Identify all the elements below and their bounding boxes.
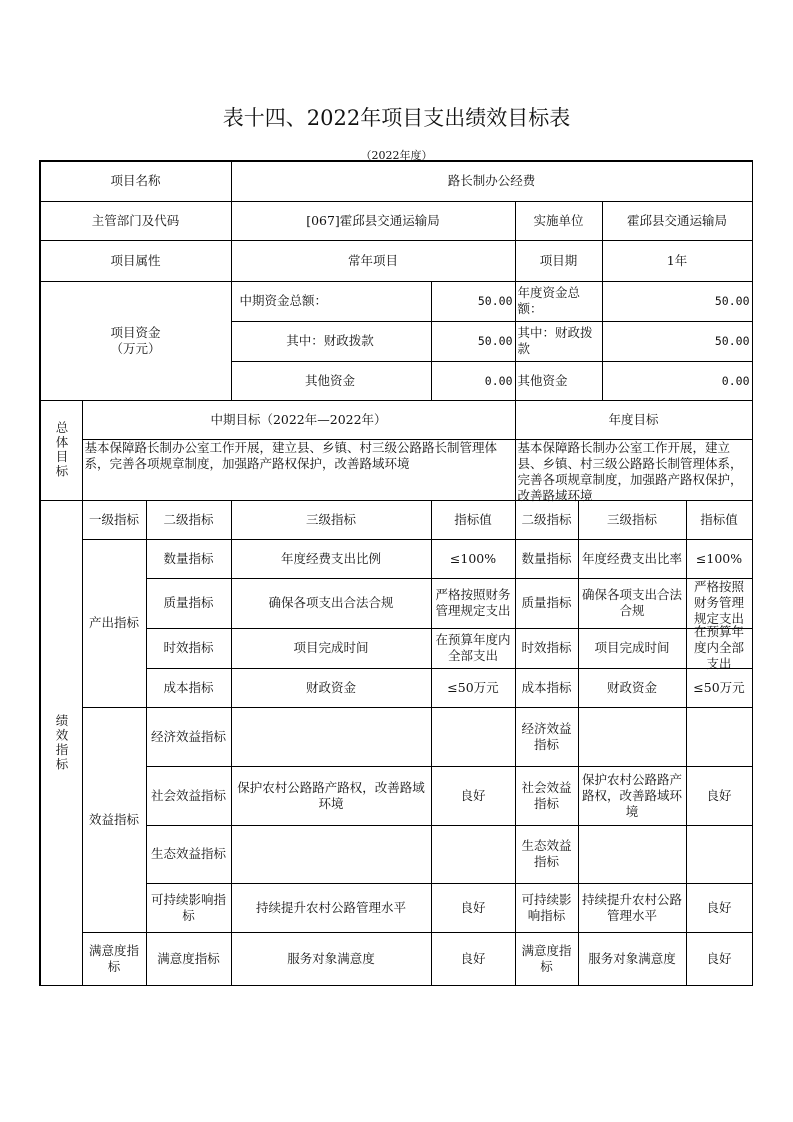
cell-text: 实施单位 bbox=[533, 212, 584, 228]
cell-text: 路长制办公经费 bbox=[447, 173, 536, 188]
cell-text: 生态效益指标 bbox=[521, 838, 572, 869]
indicator-cell bbox=[231, 668, 432, 708]
cell-text: 三级指标 bbox=[606, 511, 657, 527]
cell-text: 项目完成时间 bbox=[594, 640, 670, 655]
name-label bbox=[40, 161, 232, 202]
cell-text: 三级指标 bbox=[305, 511, 356, 527]
indicator-cell bbox=[431, 668, 516, 708]
cell-text: 良好 bbox=[706, 950, 732, 966]
indicator-cell bbox=[231, 932, 432, 986]
indicator-cell bbox=[231, 578, 432, 629]
group-benefit bbox=[82, 707, 147, 933]
indicator-cell bbox=[578, 668, 687, 708]
indicator-cell bbox=[686, 539, 753, 579]
cell-text: 项目资金 （万元） bbox=[110, 324, 161, 356]
indicator-cell bbox=[578, 539, 687, 579]
cell-text: 时效指标 bbox=[163, 640, 214, 655]
indicator-cell bbox=[578, 932, 687, 986]
indicator-cell bbox=[231, 628, 432, 669]
funds-year-total bbox=[602, 281, 753, 322]
cell-text: 项目完成时间 bbox=[293, 640, 369, 655]
year-goal-text bbox=[515, 439, 753, 501]
cell-text: 经济效益指标 bbox=[521, 720, 572, 752]
cell-text: 在预算年度内全部支出 bbox=[435, 632, 511, 663]
cell-text: 其中：财政拨款 bbox=[286, 333, 374, 348]
header-level1 bbox=[82, 500, 147, 540]
indicator-cell bbox=[578, 825, 687, 884]
cell-text: 服务对象满意度 bbox=[588, 950, 676, 966]
funds-year-fiscal-label bbox=[515, 321, 603, 362]
cell-text: 社会效益指标 bbox=[521, 779, 572, 811]
cell-text: 在预算年度内全部支出 bbox=[693, 624, 744, 671]
indicator-cell bbox=[146, 932, 232, 986]
cell-text: 良好 bbox=[460, 787, 486, 803]
cell-text: 总体目标 bbox=[54, 421, 69, 479]
indicator-cell bbox=[146, 825, 232, 884]
indicator-cell bbox=[146, 578, 232, 629]
cell-text: 常年项目 bbox=[347, 252, 398, 268]
cell-text: 其他资金 bbox=[304, 372, 355, 388]
cell-text: 二级指标 bbox=[521, 511, 572, 527]
indicator-cell bbox=[431, 883, 516, 933]
indicator-cell bbox=[431, 766, 516, 826]
cell-text: 中期目标（2022年—2022年） bbox=[210, 411, 387, 427]
indicator-cell bbox=[686, 932, 753, 986]
funds-year-other-label bbox=[515, 361, 603, 401]
cell-text: 50.00 bbox=[714, 334, 750, 348]
indicator-cell bbox=[231, 883, 432, 933]
cell-text: 质量指标 bbox=[521, 595, 572, 610]
cell-text: 成本指标 bbox=[163, 679, 214, 695]
indicator-cell bbox=[686, 883, 753, 933]
header-cell bbox=[231, 500, 432, 540]
cell-text: [067]霍邱县交通运输局 bbox=[306, 212, 440, 228]
indicator-cell bbox=[515, 578, 579, 629]
cell-text: 1年 bbox=[666, 252, 688, 268]
cell-text: 生态效益指标 bbox=[150, 846, 226, 861]
cell-text: 满意度指标 bbox=[157, 950, 220, 966]
funds-mid-total-label bbox=[231, 281, 432, 322]
indicator-cell bbox=[515, 825, 579, 884]
cell-text: 产出指标 bbox=[88, 615, 139, 630]
cell-text: 效益指标 bbox=[88, 811, 139, 827]
indicator-cell bbox=[146, 668, 232, 708]
attr-value bbox=[231, 240, 516, 282]
year-goal-header bbox=[515, 400, 753, 440]
cell-text: 持续提升农村公路管理水平 bbox=[581, 891, 682, 923]
indicator-cell bbox=[515, 668, 579, 708]
cell-text: 社会效益指标 bbox=[150, 787, 226, 803]
funds-label bbox=[40, 281, 232, 401]
indicator-cell bbox=[686, 578, 753, 629]
cell-text: ≤50万元 bbox=[693, 679, 745, 695]
cell-text: 确保各项支出合法合规 bbox=[581, 587, 682, 618]
indicator-cell bbox=[686, 825, 753, 884]
funds-year-fiscal bbox=[602, 321, 753, 362]
cell-text: 年度经费支出比率 bbox=[581, 550, 682, 566]
perf-label bbox=[40, 500, 83, 986]
cell-text: 年度经费支出比例 bbox=[280, 550, 381, 566]
subtitle: （2022年度） bbox=[360, 149, 433, 162]
dept-label bbox=[40, 201, 232, 241]
header-cell bbox=[431, 500, 516, 540]
indicator-cell bbox=[231, 539, 432, 579]
cell-text: 基本保障路长制办公室工作开展，建立县、乡镇、村三级公路路长制管理体系，完善各项规章制度，加强路产路权保护，改善路域环境 bbox=[517, 439, 743, 503]
funds-mid-other bbox=[431, 361, 516, 401]
indicator-cell bbox=[515, 707, 579, 767]
cell-text: 指标值 bbox=[700, 511, 738, 527]
indicator-cell bbox=[146, 539, 232, 579]
group-satisfaction bbox=[82, 932, 147, 986]
mid-goal-text bbox=[82, 439, 516, 501]
cell-text: 0.00 bbox=[484, 373, 513, 388]
indicator-cell bbox=[578, 578, 687, 629]
funds-mid-other-label bbox=[231, 361, 432, 401]
header-cell bbox=[686, 500, 753, 540]
indicator-cell bbox=[515, 628, 579, 669]
indicator-cell bbox=[578, 707, 687, 767]
cell-text: 0.00 bbox=[721, 373, 750, 388]
cell-text: 数量指标 bbox=[163, 550, 214, 566]
cell-text: 数量指标 bbox=[521, 550, 572, 566]
cell-text: 50.00 bbox=[477, 294, 513, 308]
cell-text: 主管部门及代码 bbox=[91, 212, 180, 228]
cell-text: 可持续影响指标 bbox=[150, 891, 226, 923]
cell-text: 绩效指标 bbox=[54, 713, 69, 772]
funds-mid-total bbox=[431, 281, 516, 322]
indicator-cell bbox=[515, 766, 579, 826]
cell-text: 项目属性 bbox=[110, 252, 161, 268]
indicator-cell bbox=[431, 578, 516, 629]
indicator-cell bbox=[231, 766, 432, 826]
cell-text: 保护农村公路路产路权，改善路域环境 bbox=[237, 779, 425, 811]
indicator-cell bbox=[578, 883, 687, 933]
group-output bbox=[82, 539, 147, 708]
cell-text: 项目期 bbox=[539, 252, 578, 268]
cell-text: 年度资金总额： bbox=[517, 285, 581, 316]
cell-text: 良好 bbox=[460, 950, 486, 966]
page-title: 表十四、2022年项目支出绩效目标表 bbox=[222, 106, 571, 130]
indicator-cell bbox=[578, 766, 687, 826]
cell-text: 良好 bbox=[706, 899, 732, 915]
indicator-cell bbox=[146, 766, 232, 826]
cell-text: 指标值 bbox=[454, 511, 492, 527]
cell-text: 时效指标 bbox=[521, 640, 572, 655]
indicator-cell bbox=[431, 707, 516, 767]
funds-mid-fiscal bbox=[431, 321, 516, 362]
cell-text: 霍邱县交通运输局 bbox=[626, 212, 727, 228]
cell-text: 基本保障路长制办公室工作开展，建立县、乡镇、村三级公路路长制管理体系，完善各项规章制度，加强路产路权保护，改善路域环境 bbox=[84, 439, 498, 471]
indicator-cell bbox=[686, 668, 753, 708]
indicator-cell bbox=[431, 932, 516, 986]
cell-text: 其他资金 bbox=[517, 372, 568, 388]
indicator-cell bbox=[515, 539, 579, 579]
cell-text: 项目名称 bbox=[110, 173, 161, 188]
cell-text: 中期资金总额： bbox=[239, 293, 328, 308]
period-label bbox=[515, 240, 603, 282]
impl-label bbox=[515, 201, 603, 241]
cell-text: ≤100% bbox=[695, 550, 743, 566]
cell-text: 质量指标 bbox=[163, 595, 214, 610]
indicator-cell bbox=[686, 766, 753, 826]
indicator-cell bbox=[431, 539, 516, 579]
cell-text: 严格按照财务管理规定支出 bbox=[435, 587, 511, 618]
cell-text: 经济效益指标 bbox=[150, 728, 226, 744]
indicator-cell bbox=[686, 707, 753, 767]
header-cell bbox=[515, 500, 579, 540]
name-value bbox=[231, 161, 753, 202]
indicator-cell bbox=[515, 883, 579, 933]
mid-goal-header bbox=[82, 400, 516, 440]
indicator-cell bbox=[431, 825, 516, 884]
cell-text: 保护农村公路路产路权，改善路域环境 bbox=[581, 771, 682, 819]
indicator-cell bbox=[515, 932, 579, 986]
impl-value bbox=[602, 201, 753, 241]
cell-text: ≤100% bbox=[449, 550, 497, 566]
goals-label bbox=[40, 400, 83, 501]
indicator-cell bbox=[578, 628, 687, 669]
indicator-cell bbox=[146, 707, 232, 767]
indicator-cell bbox=[146, 883, 232, 933]
funds-year-total-label bbox=[515, 281, 603, 322]
cell-text: 满意度指标 bbox=[521, 942, 572, 974]
cell-text: 一级指标 bbox=[88, 511, 139, 527]
cell-text: 财政资金 bbox=[606, 679, 657, 695]
dept-value bbox=[231, 201, 516, 241]
cell-text: 50.00 bbox=[714, 294, 750, 308]
cell-text: 财政资金 bbox=[305, 679, 356, 695]
indicator-cell bbox=[431, 628, 516, 669]
cell-text: 持续提升农村公路管理水平 bbox=[255, 899, 406, 915]
cell-text: 年度目标 bbox=[608, 411, 659, 427]
cell-text: 满意度指标 bbox=[88, 942, 139, 974]
cell-text: 可持续影响指标 bbox=[521, 891, 572, 923]
indicator-cell bbox=[231, 707, 432, 767]
attr-label bbox=[40, 240, 232, 282]
indicator-cell bbox=[686, 624, 753, 671]
cell-text: 成本指标 bbox=[521, 679, 572, 695]
cell-text: 严格按照财务管理规定支出 bbox=[693, 579, 744, 626]
cell-text: 良好 bbox=[706, 787, 732, 803]
cell-text: 确保各项支出合法合规 bbox=[268, 595, 394, 610]
cell-text: 其中：财政拨款 bbox=[517, 325, 593, 356]
cell-text: 50.00 bbox=[477, 334, 513, 348]
cell-text: ≤50万元 bbox=[447, 679, 499, 695]
funds-mid-fiscal-label bbox=[231, 321, 432, 362]
funds-year-other bbox=[602, 361, 753, 401]
indicator-cell bbox=[146, 628, 232, 669]
period-value bbox=[602, 240, 753, 282]
cell-text: 服务对象满意度 bbox=[287, 950, 375, 966]
cell-text: 良好 bbox=[460, 899, 486, 915]
header-cell bbox=[146, 500, 232, 540]
cell-text: 二级指标 bbox=[163, 511, 214, 527]
header-cell bbox=[578, 500, 687, 540]
indicator-cell bbox=[231, 825, 432, 884]
